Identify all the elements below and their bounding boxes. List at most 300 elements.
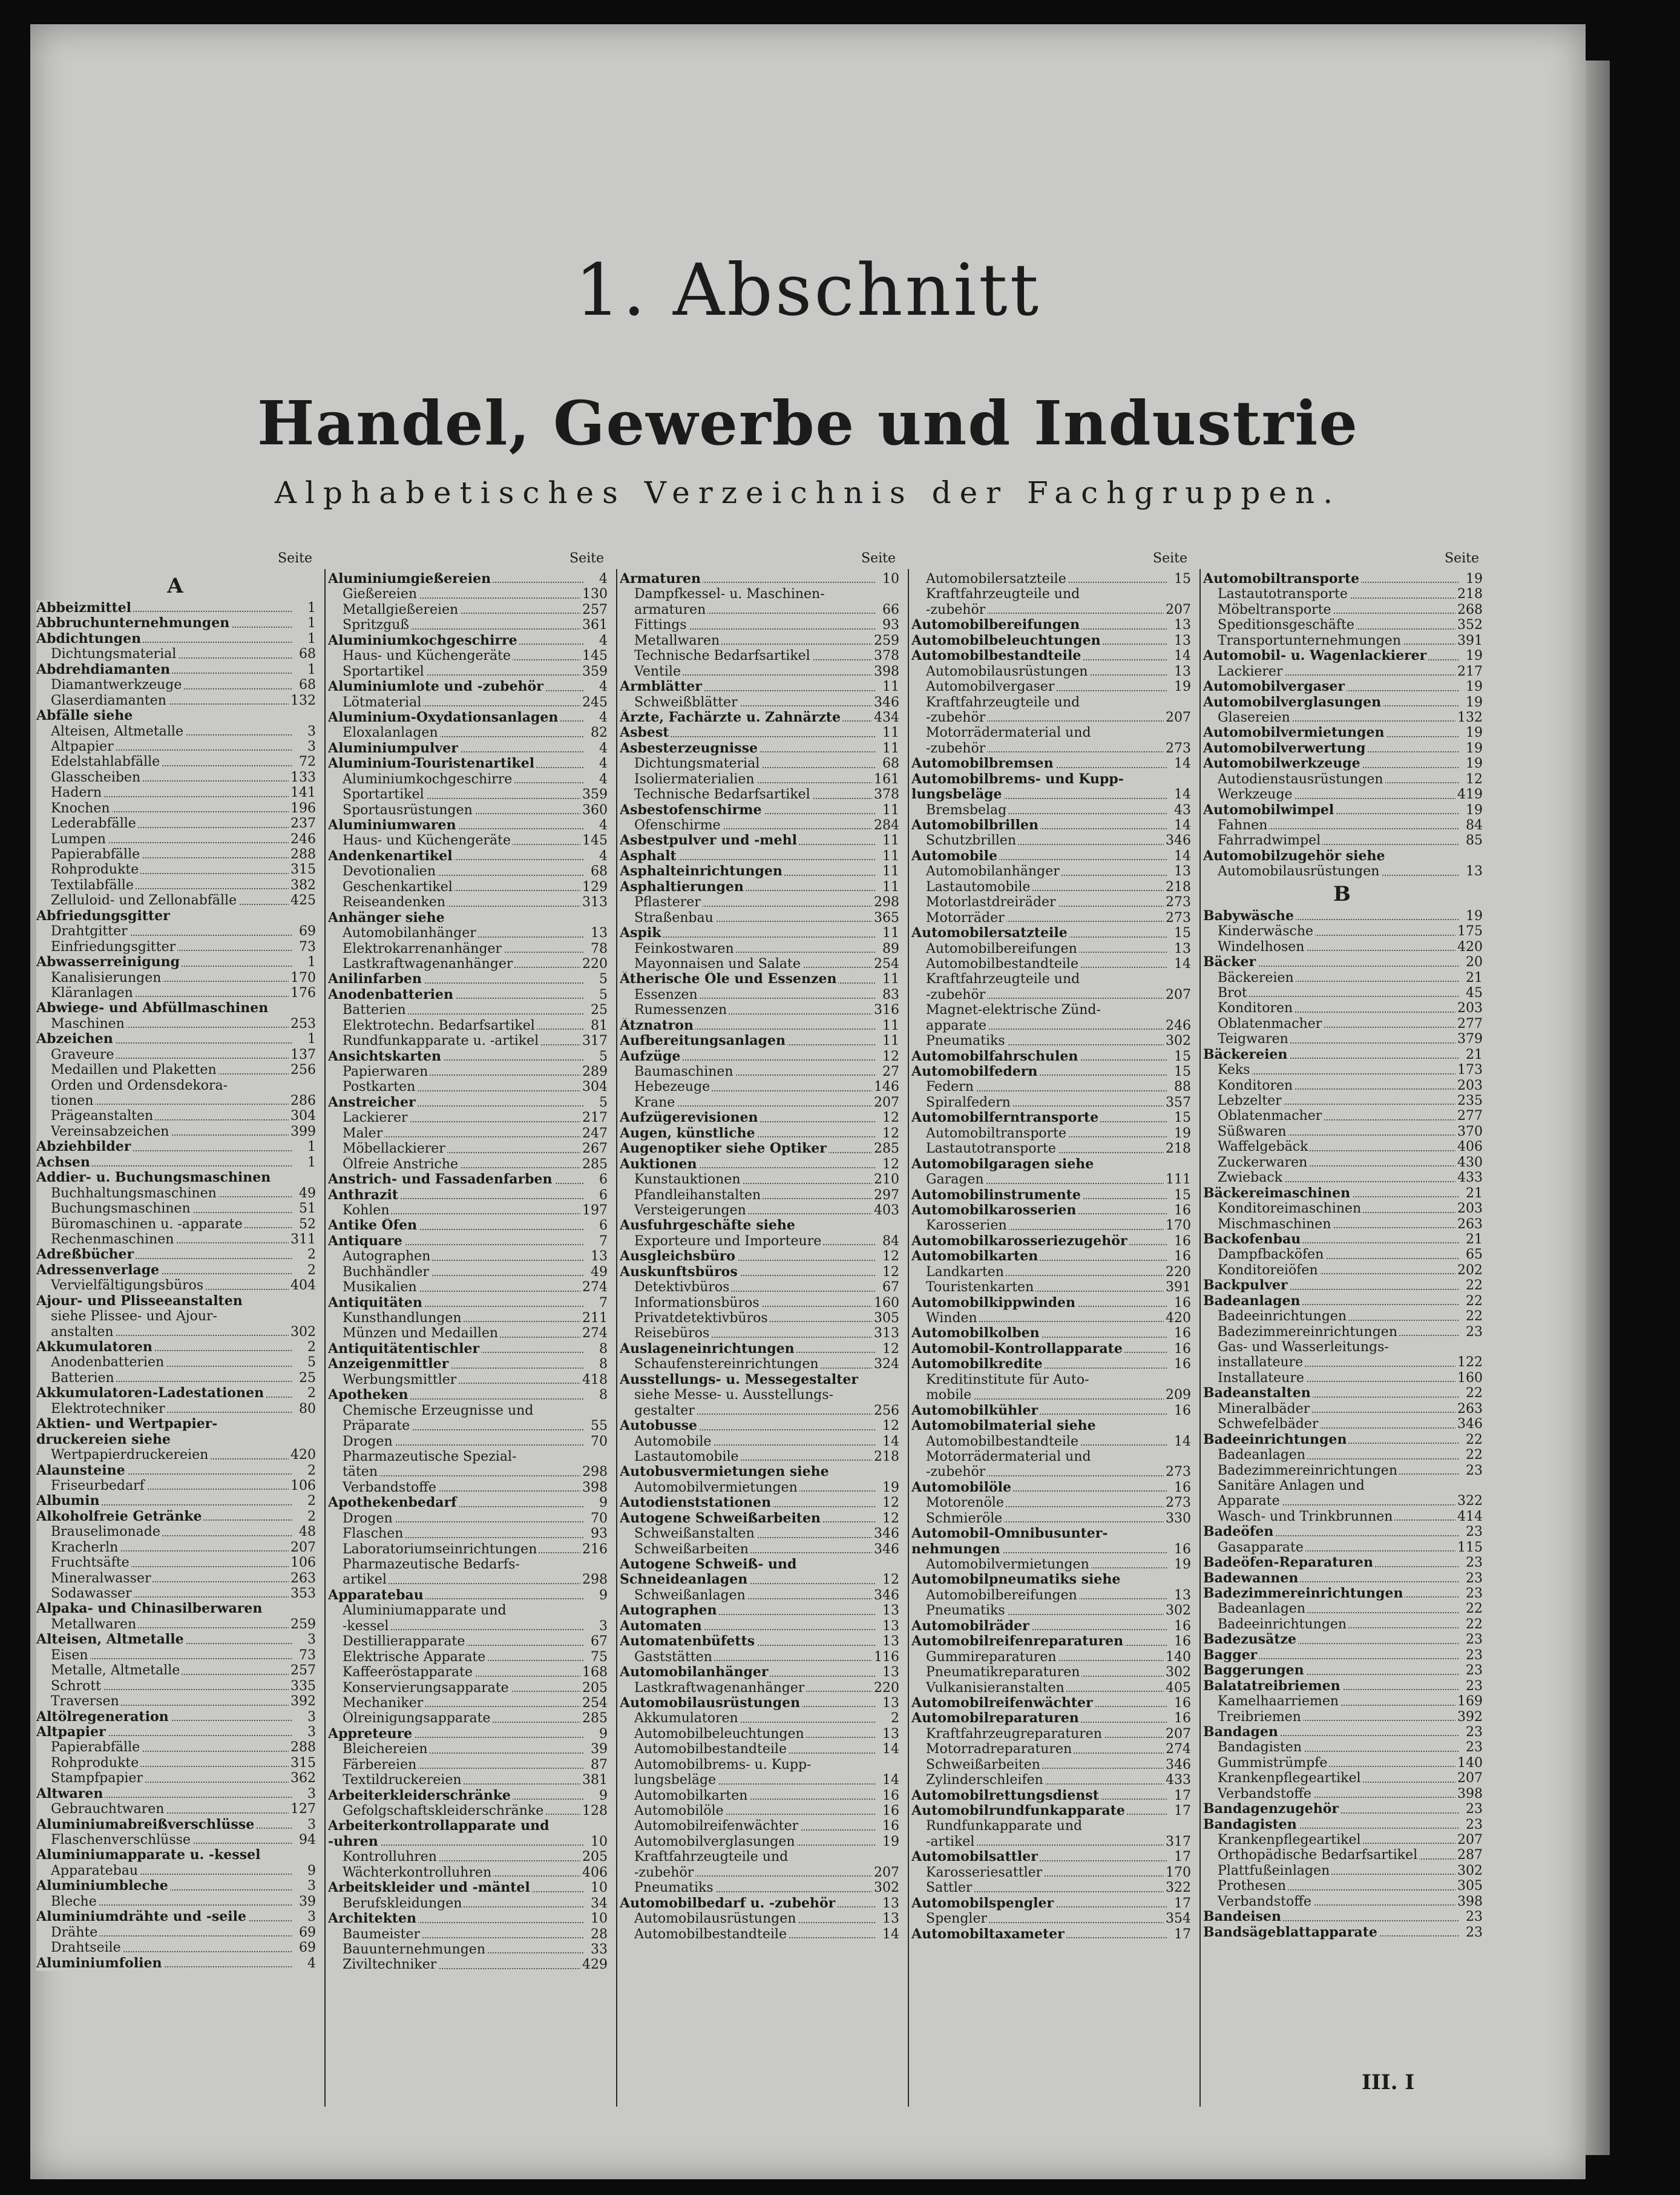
page-number: 5 <box>597 972 608 987</box>
entry-label: Auskunftsbüros <box>620 1265 740 1280</box>
index-entry <box>911 1418 1191 1433</box>
entry-label: Schwefelbäder <box>1203 1417 1320 1432</box>
index-entry <box>36 955 316 970</box>
page-number: 205 <box>580 1849 608 1864</box>
page-number: 211 <box>580 1311 608 1326</box>
entry-label: Metallwaren <box>36 1617 138 1632</box>
entry-label: Motorräder <box>911 910 1006 926</box>
index-subentry <box>620 1480 899 1495</box>
index-subentry <box>1203 710 1483 725</box>
section-heading: 1. Abschnitt <box>574 248 1042 332</box>
entry-label: Badeeinrichtungen <box>1203 1617 1348 1632</box>
entry-label: Automobilverglasungen <box>1203 695 1383 710</box>
page-number: 16 <box>1172 1480 1191 1495</box>
entry-label: Flaschen <box>328 1526 405 1541</box>
index-entry <box>36 1294 316 1309</box>
page-number: 13 <box>1464 864 1483 879</box>
page-number: 220 <box>1164 1265 1191 1280</box>
entry-label: Automobilausrüstungen <box>1203 864 1381 879</box>
index-entry <box>620 1464 899 1479</box>
index-subentry <box>36 1925 316 1940</box>
page-number: 406 <box>580 1865 608 1880</box>
index-subentry <box>328 1572 608 1587</box>
page-number: 19 <box>1464 909 1483 924</box>
entry-label: Baumaschinen <box>620 1064 735 1079</box>
entry-label: Automobil-Kontrollapparate <box>911 1341 1124 1357</box>
page-number: 4 <box>597 679 608 694</box>
entry-label: Magnet-elektrische Zünd- <box>911 1002 1103 1018</box>
index-subentry <box>36 924 316 939</box>
entry-label: Automobilsattler <box>911 1849 1040 1864</box>
page-number: 51 <box>297 1201 316 1216</box>
entry-label: Postkarten <box>328 1079 417 1094</box>
index-entry <box>1203 1386 1483 1401</box>
entry-label: Pneumatikreparaturen <box>911 1665 1081 1680</box>
page-number: 2 <box>306 1509 316 1524</box>
index-subentry <box>620 987 899 1002</box>
index-subentry <box>328 648 608 663</box>
entry-label: Kraftfahrzeugteile und <box>620 1849 790 1864</box>
letter-label: A <box>167 574 183 598</box>
entry-label: Abdichtungen <box>36 631 143 647</box>
index-entry <box>911 1696 1191 1711</box>
page-number: 94 <box>297 1832 316 1848</box>
entry-label: Feinkostwaren <box>620 941 736 956</box>
entry-label: Bauunternehmungen <box>328 1942 487 1957</box>
entry-label: Apothekenbedarf <box>328 1495 459 1510</box>
page-number: 237 <box>289 816 316 831</box>
entry-label: Automobiltransporte <box>911 1126 1068 1141</box>
entry-label: Buchhaltungsmaschinen <box>36 1186 218 1201</box>
index-subentry <box>328 587 608 602</box>
entry-label: Textilabfälle <box>36 878 136 893</box>
index-subentry <box>36 1309 316 1324</box>
entry-label: Arbeiterkontrollapparate und <box>328 1818 551 1834</box>
index-subentry <box>328 617 608 633</box>
entry-label: Sportartikel <box>328 664 426 679</box>
page-number: 399 <box>289 1124 316 1139</box>
entry-label: Sportartikel <box>328 787 426 802</box>
entry-label: Aluminiumkochgeschirre <box>328 633 519 648</box>
entry-label: Touristenkarten <box>911 1280 1035 1295</box>
entry-label: Papierwaren <box>328 1064 430 1079</box>
page-number: 25 <box>589 1002 608 1018</box>
index-entry <box>620 1696 899 1711</box>
entry-label: nehmungen <box>911 1542 1002 1557</box>
index-entry <box>620 1896 899 1911</box>
entry-label: Automobilbrems- und Kupp- <box>911 772 1126 787</box>
index-entry <box>1203 741 1483 756</box>
entry-label: Automobilanhänger <box>620 1665 770 1680</box>
entry-label: Badewannen <box>1203 1571 1300 1586</box>
page-number: 304 <box>289 1108 316 1124</box>
index-entry <box>620 679 899 694</box>
entry-label: Aluminium-Touristenartikel <box>328 756 536 771</box>
index-entry <box>620 1218 899 1233</box>
entry-label: Bandagen <box>1203 1725 1280 1740</box>
entry-label: Automobilvermietungen <box>911 1557 1091 1572</box>
index-entry <box>620 1265 899 1280</box>
page-number: 13 <box>1172 1588 1191 1603</box>
index-subentry <box>620 695 899 710</box>
index-entry <box>328 1880 608 1895</box>
entry-label: installateure <box>1203 1355 1305 1370</box>
entry-label: Autobusvermietungen siehe <box>620 1464 831 1479</box>
page-number: 406 <box>1455 1139 1483 1154</box>
entry-label: Lastkraftwagenanhänger <box>328 956 514 972</box>
page-number: 353 <box>289 1586 316 1601</box>
index-subentry <box>328 772 608 787</box>
index-subentry <box>620 1711 899 1726</box>
entry-label: Papierabfälle <box>36 847 142 862</box>
entry-label: Konditoren <box>1203 1078 1294 1093</box>
entry-label: Abwasserreinigung <box>36 955 182 970</box>
entry-label: Oblatenmacher <box>1203 1108 1324 1124</box>
entry-label: Dampfbacköfen <box>1203 1247 1325 1262</box>
entry-label: Alpaka- und Chinasilberwaren <box>36 1601 264 1616</box>
column-divider <box>908 569 909 2107</box>
page-number: 12 <box>881 1157 899 1172</box>
index-subentry <box>620 1680 899 1696</box>
entry-label: Vulkanisieranstalten <box>911 1680 1066 1696</box>
entry-label: Ajour- und Plisseeanstalten <box>36 1294 244 1309</box>
entry-label: Aluminiumlote und -zubehör <box>328 679 545 694</box>
entry-label: Gummistrümpfe <box>1203 1756 1329 1771</box>
index-subentry <box>620 587 899 602</box>
index-subentry <box>1203 1124 1483 1139</box>
page-number: 19 <box>1464 725 1483 740</box>
column-header: Seite <box>569 551 604 566</box>
entry-label: Automobilwerkzeuge <box>1203 756 1362 771</box>
entry-label: Knochen <box>36 801 112 816</box>
index-subentry <box>620 1387 899 1403</box>
page-number: 19 <box>1172 679 1191 694</box>
entry-label: Maschinen <box>36 1016 126 1032</box>
page-number: 17 <box>1172 1927 1191 1942</box>
entry-label: Autobusse <box>620 1418 699 1433</box>
entry-label: Aluminiumfolien <box>36 1956 164 1971</box>
index-subentry <box>1203 1848 1483 1863</box>
entry-label: Augen, künstliche <box>620 1126 757 1141</box>
page-number: 173 <box>1455 1062 1483 1078</box>
page-number: 21 <box>1464 1047 1483 1062</box>
page-number: 12 <box>881 1049 899 1064</box>
page-number: 235 <box>1455 1093 1483 1108</box>
entry-label: Arbeiterkleiderschränke <box>328 1788 513 1803</box>
entry-label: Motorrädermaterial und <box>911 725 1093 740</box>
page-number: 378 <box>872 648 899 663</box>
entry-label: Kläranlagen <box>36 986 135 1001</box>
page-number: 115 <box>1455 1540 1483 1555</box>
entry-label: Medaillen und Plaketten <box>36 1062 218 1078</box>
index-subentry <box>36 816 316 831</box>
index-subentry <box>328 1141 608 1156</box>
index-column-5 <box>1203 551 1483 1940</box>
page-number: 324 <box>872 1357 899 1372</box>
document-page <box>30 24 1586 2179</box>
page-number: 140 <box>1164 1650 1191 1665</box>
entry-label: Flaschenverschlüsse <box>36 1832 192 1848</box>
page-number: 12 <box>881 1126 899 1141</box>
page-number: 93 <box>881 617 899 633</box>
index-subentry <box>1203 1617 1483 1632</box>
index-entry <box>620 833 899 848</box>
index-subentry <box>911 664 1191 679</box>
page-number: 28 <box>589 1927 608 1942</box>
entry-label: Addier- u. Buchungsmaschinen <box>36 1170 272 1185</box>
index-subentry <box>36 1016 316 1032</box>
entry-label: Badeöfen-Reparaturen <box>1203 1555 1375 1570</box>
page-number: 1 <box>306 955 316 970</box>
page-number: 207 <box>872 1865 899 1880</box>
index-subentry <box>36 1663 316 1678</box>
index-subentry <box>36 1648 316 1663</box>
entry-label: Musikalien <box>328 1280 419 1295</box>
index-entry <box>1203 1294 1483 1309</box>
index-entry <box>328 679 608 694</box>
index-subentry <box>328 695 608 710</box>
entry-label: Schweißarbeiten <box>620 1542 750 1557</box>
entry-label: Automobilbereifungen <box>911 617 1081 633</box>
entry-label: Anthrazit <box>328 1188 400 1203</box>
index-subentry <box>36 1093 316 1108</box>
page-number: 273 <box>1164 895 1191 910</box>
entry-label: Einfriedungsgitter <box>36 940 177 955</box>
entry-label: Augenoptiker siehe Optiker <box>620 1141 829 1156</box>
index-subentry <box>328 880 608 895</box>
index-subentry <box>911 1603 1191 1618</box>
page-number: 11 <box>881 880 899 895</box>
index-entry <box>36 1710 316 1725</box>
page-number: 392 <box>1455 1710 1483 1725</box>
page-number: 4 <box>597 741 608 756</box>
page-number: 398 <box>580 1480 608 1495</box>
page-number: 22 <box>1464 1617 1483 1632</box>
page-number: 146 <box>872 1079 899 1094</box>
page-number: 106 <box>289 1478 316 1493</box>
entry-label: Schweißanstalten <box>620 1526 756 1541</box>
entry-label: Dichtungsmaterial <box>620 756 761 771</box>
entry-label: Automobilfahrschulen <box>911 1049 1080 1064</box>
index-column-1 <box>36 551 316 1971</box>
index-subentry <box>911 1772 1191 1788</box>
index-entry <box>36 1032 316 1047</box>
index-subentry <box>328 1203 608 1218</box>
page-number: 87 <box>589 1757 608 1772</box>
index-subentry <box>328 1249 608 1264</box>
index-entry <box>328 910 608 926</box>
entry-label: Landkarten <box>911 1265 1006 1280</box>
entry-label: Vervielfältigungsbüros <box>36 1278 205 1293</box>
entry-label: Armaturen <box>620 571 703 587</box>
entry-label: Prägeanstalten <box>36 1108 155 1124</box>
entry-label: Gefolgschaftskleiderschränke <box>328 1803 545 1818</box>
index-subentry <box>328 725 608 740</box>
entry-label: -zubehör <box>911 602 987 617</box>
page-number: 218 <box>872 1449 899 1464</box>
page-number: 19 <box>1464 648 1483 663</box>
page-number: 13 <box>1172 633 1191 648</box>
index-entry <box>1203 1663 1483 1678</box>
index-subentry <box>620 1849 899 1864</box>
index-entry <box>620 1619 899 1634</box>
index-subentry <box>36 647 316 662</box>
index-subentry <box>1203 970 1483 986</box>
page-number: 287 <box>1455 1848 1483 1863</box>
index-subentry <box>911 1387 1191 1403</box>
page-number: 69 <box>297 1940 316 1955</box>
page-number: 80 <box>297 1401 316 1417</box>
entry-label: Lastautotransporte <box>911 1141 1058 1156</box>
index-subentry <box>328 1511 608 1526</box>
index-subentry <box>36 1325 316 1340</box>
page-number: 16 <box>1172 1234 1191 1249</box>
entry-label: Antiquitätentischler <box>328 1341 481 1357</box>
entry-label: Automobilinstrumente <box>911 1188 1083 1203</box>
index-entry <box>328 849 608 864</box>
index-subentry <box>911 1865 1191 1880</box>
entry-label: Papierabfälle <box>36 1740 142 1755</box>
entry-label: Fahnen <box>1203 818 1269 833</box>
index-subentry <box>328 1865 608 1880</box>
index-subentry <box>328 1542 608 1557</box>
page-number: 352 <box>1455 617 1483 633</box>
page-number: 14 <box>881 1742 899 1757</box>
page-number: 55 <box>589 1418 608 1433</box>
entry-label: Gas- und Wasserleitungs- <box>1203 1340 1391 1355</box>
index-subentry <box>328 1449 608 1464</box>
page-number: 391 <box>1455 633 1483 648</box>
index-entry <box>36 1817 316 1832</box>
index-subentry <box>620 1526 899 1541</box>
entry-label: Kunstauktionen <box>620 1172 743 1187</box>
page-number: 365 <box>872 910 899 926</box>
index-subentry <box>328 1665 608 1680</box>
column-header: Seite <box>1153 551 1187 566</box>
entry-label: Aluminiumwaren <box>328 818 458 833</box>
entry-label: Automobilkredite <box>911 1357 1045 1372</box>
entry-label: Adreßbücher <box>36 1247 136 1262</box>
page-number: 330 <box>1164 1511 1191 1526</box>
index-entry <box>620 710 899 725</box>
entry-label: Reiseandenken <box>328 895 447 910</box>
entry-label: Automobilvermietungen <box>1203 725 1386 740</box>
entry-label: Automobilbereifungen <box>911 941 1079 956</box>
entry-label: Präparate <box>328 1418 412 1433</box>
page-number: 1 <box>306 616 316 631</box>
index-entry <box>328 987 608 1002</box>
page-number: 313 <box>580 895 608 910</box>
index-entry <box>620 880 899 895</box>
entry-label: Auktionen <box>620 1157 699 1172</box>
index-entry <box>1203 1679 1483 1694</box>
entry-label: Schmieröle <box>911 1511 1004 1526</box>
index-entry <box>36 1463 316 1478</box>
index-subentry <box>911 864 1191 879</box>
index-subentry <box>328 1064 608 1079</box>
index-subentry <box>36 878 316 893</box>
page-number: 39 <box>589 1742 608 1757</box>
index-subentry <box>328 1265 608 1280</box>
entry-label: Badezimmereinrichtungen <box>1203 1325 1399 1340</box>
index-entry <box>911 1295 1191 1311</box>
index-subentry <box>36 693 316 708</box>
index-subentry <box>36 1447 316 1463</box>
page-number: 3 <box>597 1619 608 1634</box>
page-number: 259 <box>289 1617 316 1632</box>
page-number: 391 <box>1164 1280 1191 1295</box>
entry-label: Pflasterer <box>620 895 703 910</box>
index-subentry <box>1203 1509 1483 1524</box>
page-number: 145 <box>580 833 608 848</box>
index-subentry <box>36 1571 316 1586</box>
entry-label: Badeanlagen <box>1203 1447 1307 1463</box>
index-subentry <box>36 893 316 908</box>
page-number: 13 <box>1172 864 1191 879</box>
entry-label: Automobilkarosseriezugehör <box>911 1234 1129 1249</box>
page-number: 78 <box>589 941 608 956</box>
entry-label: Ausfuhrgeschäfte siehe <box>620 1218 797 1233</box>
index-entry <box>328 1387 608 1403</box>
index-subentry <box>328 1619 608 1634</box>
entry-label: Anzeigenmittler <box>328 1357 450 1372</box>
page-number: 12 <box>1464 772 1483 787</box>
index-entry <box>36 1601 316 1616</box>
page-number: 52 <box>297 1217 316 1232</box>
entry-label: Brot <box>1203 986 1249 1001</box>
page-number: 16 <box>1172 1634 1191 1649</box>
page-number: 273 <box>1164 741 1191 756</box>
page-number: 12 <box>881 1511 899 1526</box>
index-subentry <box>911 571 1191 587</box>
entry-label: Kracherln <box>36 1540 120 1555</box>
page-number: 106 <box>289 1555 316 1570</box>
index-entry <box>911 1064 1191 1079</box>
index-entry <box>36 708 316 723</box>
index-subentry <box>911 1650 1191 1665</box>
entry-label: Automobil- u. Wagenlackierer <box>1203 648 1428 663</box>
page-number: 216 <box>580 1542 608 1557</box>
entry-label: Isoliermaterialien <box>620 772 756 787</box>
entry-label: Teigwaren <box>1203 1032 1290 1047</box>
entry-label: Elektrische Apparate <box>328 1650 487 1665</box>
entry-label: Autographen <box>620 1603 719 1618</box>
page-number: 289 <box>580 1064 608 1079</box>
entry-label: Bandagenzugehör <box>1203 1802 1340 1817</box>
page-number: 5 <box>597 987 608 1002</box>
page-number: 7 <box>597 1234 608 1249</box>
page-number: 68 <box>297 677 316 693</box>
index-subentry <box>620 787 899 802</box>
entry-label: Aufbereitungsanlagen <box>620 1033 787 1048</box>
entry-label: Balatatreibriemen <box>1203 1679 1342 1694</box>
index-entry <box>328 571 608 587</box>
entry-label: Wächterkontrolluhren <box>328 1865 493 1880</box>
index-subentry <box>328 1650 608 1665</box>
entry-label: Konditoreiöfen <box>1203 1263 1320 1278</box>
index-entry <box>1203 1725 1483 1740</box>
page-number: 3 <box>306 1909 316 1924</box>
index-entry <box>328 1049 608 1064</box>
entry-label: Apotheken <box>328 1387 410 1403</box>
index-subentry <box>1203 1493 1483 1509</box>
entry-label: Autodienstausrüstungen <box>1203 772 1385 787</box>
page-number: 170 <box>289 970 316 986</box>
page-number: 70 <box>589 1434 608 1449</box>
entry-label: Mayonnaisen und Salate <box>620 956 802 972</box>
index-subentry <box>1203 633 1483 648</box>
entry-label: Aluminiumbleche <box>36 1878 170 1894</box>
